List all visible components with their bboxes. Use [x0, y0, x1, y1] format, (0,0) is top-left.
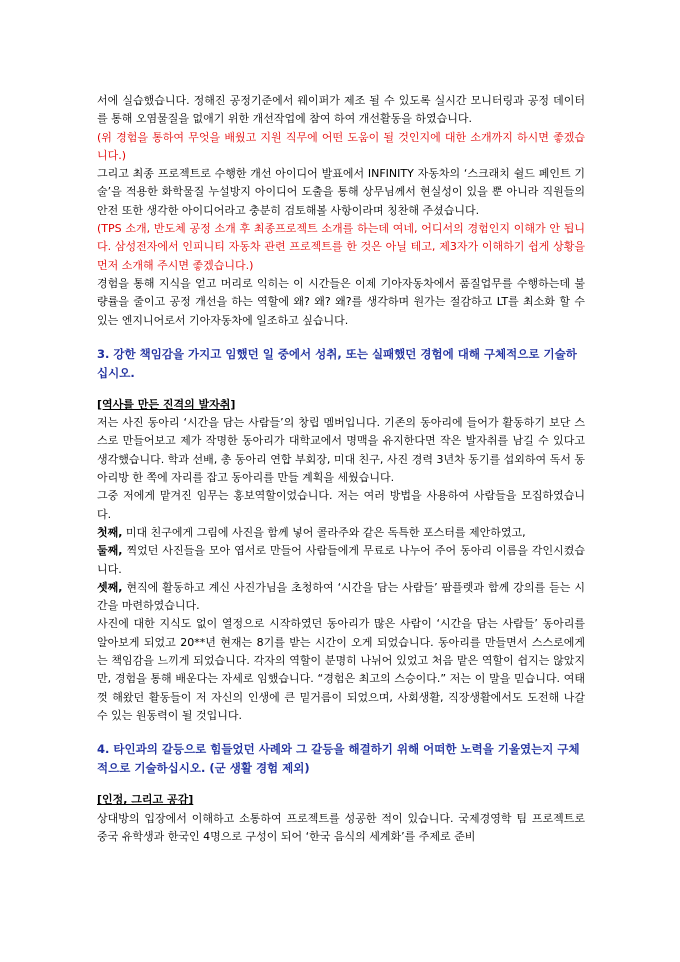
question-heading: 3. 강한 책임감을 가지고 임했던 일 중에서 성취, 또는 실패했던 경험에 대해 구체적으로 기술하십시오. [97, 346, 577, 380]
paragraph: 사진에 대한 지식도 없이 열정으로 시작하였던 동아리가 많은 사람이 ‘시간을 담는 사람들’ 동아리를 알아보게 되었고 20**년 현재는 8기를 받는 시간이 오게 되었습니다. 동아리를 만들면서 스스로에게는 책임감을 느끼게 되었습니다. 각자의 역할이 분명히 나뉘어 있었고 처음 맡은 역할이 쉽지는 않았지만, 경험을 통해 배운다는 자세로 임했습니다. “경험은 최고의 스승이다.” 저는 이 말을 믿습니다. 여태껏 해왔던 활동들이 저 자신의 인생에 큰 밑거름이 되었으며, 사회생활, 직장생활에서도 도전해 나갈 수 있는 원동력이 될 것입니다. [97, 617, 585, 722]
list-item [97, 579, 585, 616]
list-text: 현직에 활동하고 계신 사진가님을 초청하여 ‘시간을 담는 사람들’ 팜플렛과 함께 강의를 듣는 시간을 마련하였습니다. [97, 580, 585, 613]
answer-subtitle: [역사를 만든 진격의 발자취] [97, 397, 236, 411]
paragraph: 경험을 통해 지식을 얻고 머리로 익히는 이 시간들은 이제 기아자동차에서 품질업무를 수행하는데 불량률을 줄이고 공정 개선을 하는 역할에 왜? 왜? 왜?를 생각하며 원가는 절감하고 LT를 최소화 할 수 있는 엔지니어로서 기아자동차에 일조하고 싶습니다. [97, 276, 585, 327]
paragraph: 상대방의 입장에서 이해하고 소통하여 프로젝트를 성공한 적이 있습니다. 국제경영학 팀 프로젝트로 중국 유학생과 한국인 4명으로 구성이 되어 ‘한국 음식의 세계화’를 주제로 준비 [97, 811, 585, 843]
list-item [97, 542, 585, 579]
question-heading: 4. 타인과의 갈등으로 힘들었던 사례와 그 갈등을 해결하기 위해 어떠한 노력을 기울였는지 구체적으로 기술하십시오. (군 생활 경험 제외) [97, 742, 580, 776]
paragraph: 저는 사진 동아리 ‘시간을 담는 사람들’의 창립 멤버입니다. 기존의 동아리에 들어가 활동하기 보단 스스로 만들어보고 제가 작명한 동아리가 대학교에서 명맥을 유지한다면 작은 발자취를 남길 수 있다고 생각했습니다. 학과 선배, 총 동아리 연합 부회장, 미대 친구, 사진 경력 3년차 동기를 섭외하여 독서 동아리방 한 쪽에 자리를 잡고 동아리를 만들 계획을 세웠습니다. [97, 416, 585, 485]
list-text: 미대 친구에게 그림에 사진을 함께 넣어 콜라주와 같은 독특한 포스터를 제안하였고, [122, 525, 526, 539]
reviewer-comment: (위 경험을 통하여 무엇을 배웠고 지원 직무에 어떤 도움이 될 것인지에 대한 소개까지 하시면 좋겠습니다.) [97, 130, 585, 162]
list-label: 둘째, [97, 544, 123, 558]
list-text: 찍었던 사진들을 모아 엽서로 만들어 사람들에게 무료로 나누어 주어 동아리 이름을 각인시켰습니다. [97, 544, 585, 576]
answer-subtitle: [인정, 그리고 공감] [97, 793, 194, 807]
paragraph: 서에 실습했습니다. 정해진 공정기준에서 웨이퍼가 제조 될 수 있도록 실시간 모니터링과 공정 데이터를 통해 오염물질을 없애기 위한 개선작업에 참여 하여 개선활동을 하였습니다. [97, 94, 585, 126]
document-body [97, 92, 585, 846]
list-label: 셋째, [97, 580, 123, 594]
reviewer-comment: (TPS 소개, 반도체 공정 소개 후 최종프로젝트 소개를 하는데 여네, 어디서의 경험인지 이해가 안 됩니다. 삼성전자에서 인피니티 자동차 관련 프로젝트를 한 것은 아닐 테고, 제3자가 이해하기 쉽게 상황을 먼저 소개해 주시면 좋겠습니다.) [97, 222, 585, 272]
list-item [97, 524, 585, 542]
paragraph: 그리고 최종 프로젝트로 수행한 개선 아이디어 발표에서 INFINITY 자동차의 ‘스크래치 쉴드 페인트 기술’을 적용한 화학물질 누설방지 아이디어 도출을 통해 상무님께서 현실성이 있을 뿐 아니라 직원들의 안전 또한 생각한 아이디어라고 충분히 검토해볼 사항이라며 칭찬해 주셨습니다. [97, 167, 585, 217]
list-label: 첫째, [97, 525, 123, 539]
paragraph: 그중 저에게 맡겨진 임무는 홍보역할이었습니다. 저는 여러 방법을 사용하여 사람들을 모집하였습니다. [97, 489, 585, 521]
